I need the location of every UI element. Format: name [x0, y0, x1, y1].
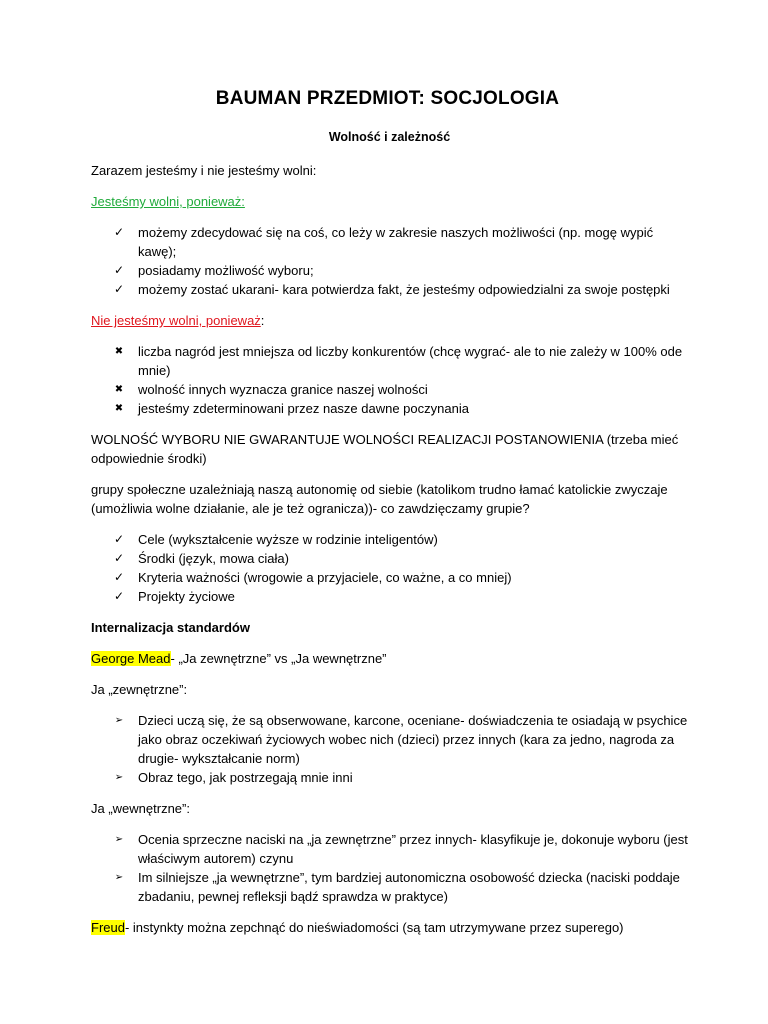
notfree-heading-paragraph — [91, 311, 688, 330]
cross-icon: ✖ — [114, 384, 124, 395]
list-item: ✓ możemy zostać ukarani- kara potwierdza fakt, że jesteśmy odpowiedzialni za swoje postępki — [113, 282, 670, 297]
list-item: ✓ możemy zdecydować się na coś, co leży w zakresie naszych możliwości (np. mogę wypić kawę); — [113, 225, 654, 259]
free-list — [91, 223, 688, 299]
groups-paragraph: grupy społeczne uzależniają naszą autonomię od siebie (katolikom trudno łamać katolickie zwyczaje (umożliwia wolne działanie, ale je też ogranicza))- co zawdzięczamy grupie? — [91, 482, 668, 516]
notfree-list — [91, 342, 688, 418]
section-subtitle: Wolność i zależność — [328, 130, 451, 144]
check-icon: ✓ — [113, 263, 125, 277]
arrow-right-icon: ➢ — [114, 872, 124, 883]
list-item: ✓ Kryteria ważności (wrogowie a przyjaciele, co ważne, a co mniej) — [113, 570, 512, 585]
check-icon: ✓ — [113, 225, 125, 239]
cross-icon: ✖ — [114, 403, 124, 414]
free-heading: Jesteśmy wolni, ponieważ: — [91, 194, 245, 209]
check-icon: ✓ — [113, 551, 125, 565]
choice-paragraph: WOLNOŚĆ WYBORU NIE GWARANTUJE WOLNOŚCI REALIZACJI POSTANOWIENIA (trzeba mieć odpowiednie środki) — [91, 432, 679, 466]
group-list — [91, 530, 688, 606]
mead-paragraph — [91, 649, 688, 668]
internalization-heading: Internalizacja standardów — [91, 620, 250, 635]
list-item: ✓ Projekty życiowe — [113, 589, 235, 604]
list-item: ✓ Cele (wykształcenie wyższe w rodzinie inteligentów) — [113, 532, 438, 547]
check-icon: ✓ — [113, 570, 125, 584]
outer-label: Ja „zewnętrzne”: — [91, 682, 188, 697]
list-item: ✖ wolność innych wyznacza granice naszej wolności — [138, 380, 688, 399]
inner-label: Ja „wewnętrzne”: — [91, 801, 190, 816]
freud-name: Freud — [91, 920, 125, 935]
list-item: ➢ Im silniejsze „ja wewnętrzne”, tym bardziej autonomiczna osobowość dziecka (naciski poddaje zbadaniu, pewnej refleksji bądź sprawdza w praktyce) — [138, 868, 688, 906]
outer-list — [91, 711, 688, 787]
arrow-right-icon: ➢ — [114, 834, 124, 845]
list-item: ✓ Środki (język, mowa ciała) — [113, 551, 289, 566]
list-item: ➢ Obraz tego, jak postrzegają mnie inni — [138, 768, 688, 787]
list-item: ✖ jesteśmy zdeterminowani przez nasze dawne poczynania — [138, 399, 688, 418]
list-item: ➢ Ocenia sprzeczne naciski na „ja zewnętrzne” przez innych- klasyfikuje je, dokonuje wyboru (jest właściwym autorem) czynu — [138, 830, 688, 868]
check-icon: ✓ — [113, 532, 125, 546]
list-item: ✓ posiadamy możliwość wyboru; — [113, 263, 314, 278]
arrow-right-icon: ➢ — [114, 772, 124, 783]
intro-paragraph: Zarazem jesteśmy i nie jesteśmy wolni: — [91, 163, 317, 178]
notfree-colon: : — [260, 313, 265, 328]
arrow-right-icon: ➢ — [114, 715, 124, 726]
cross-icon: ✖ — [114, 346, 124, 357]
freud-text: - instynkty można zepchnąć do nieświadomości (są tam utrzymywane przez superego) — [124, 920, 624, 935]
freud-paragraph — [91, 918, 688, 937]
mead-text: - „Ja zewnętrzne” vs „Ja wewnętrzne” — [170, 651, 387, 666]
notfree-heading: Nie jesteśmy wolni, ponieważ — [91, 313, 261, 328]
list-item: ➢ Dzieci uczą się, że są obserwowane, karcone, oceniane- doświadczenia te osiadają w psychice jako obraz oczekiwań życiowych wobec nich (dzieci) przez innych (kara za jedno, nagroda za drugie- wykształcanie norm) — [138, 711, 688, 768]
document-title: BAUMAN PRZEDMIOT: SOCJOLOGIA — [215, 88, 560, 109]
mead-name: George Mead — [91, 651, 171, 666]
check-icon: ✓ — [113, 589, 125, 603]
list-item: ✖ liczba nagród jest mniejsza od liczby konkurentów (chcę wygrać- ale to nie zależy w 100% ode mnie) — [138, 342, 688, 380]
check-icon: ✓ — [113, 282, 125, 296]
inner-list — [91, 830, 688, 906]
free-heading-paragraph — [91, 192, 688, 211]
